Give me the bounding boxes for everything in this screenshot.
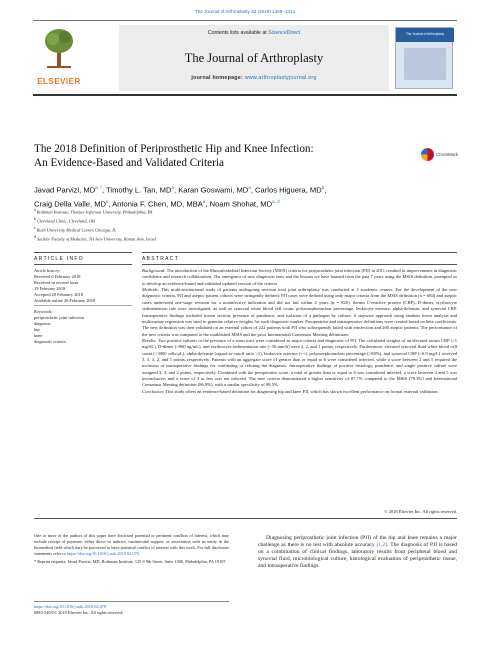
affiliation-item xyxy=(34,234,334,243)
introduction-paragraph xyxy=(258,535,457,570)
affiliation-list xyxy=(34,207,334,243)
methods-text: This multi-institutional study of patients undergoing revision total joint arthroplasty was conducted at 3 academic centers. For the development of the new diagnostic criteria, PJI and aseptic patient cohorts were stringently defined: PJI cases were defined using only major criteria from the MSIS definition (n = 684) and aseptic cases underwent one-stage revision for a noninfective indication and did not fail within 2 years (n = 820). Serum C-reactive protein (CRP), D-dimer, erythrocyte sedimentation rate were investigated, as well as synovial white blood cell count, polymorphonuclear percentage, leukocyte esterase, alpha-defensin, and synovial CRP. Intraoperative findings included frozen section, presence of purulence, and isolation of a pathogen by culture. A stepwise approach using random forest analysis and multivariate regression was used to generate relative weights for each diagnostic marker. Preoperative and intraoperative definitions were created based on beta coefficients. The new definition was then validated on an external cohort of 222 patients with PJI who subsequently failed with reinfection and 200 aseptic patients. The performance of the new criteria was compared to the established MSIS and the prior International Consensus Meeting definitions. xyxy=(142,287,458,337)
author-affiliation-mark[interactable]: a xyxy=(202,198,206,204)
author-affiliation-mark[interactable]: a, * xyxy=(95,185,102,190)
homepage-label: journal homepage: xyxy=(191,75,245,81)
cover-illustration xyxy=(404,48,446,80)
abstract-rule xyxy=(142,264,457,265)
author-name[interactable]: Timothy L. Tan, MD xyxy=(106,185,172,195)
affiliation-text: Sackler Faculty of Medicine, Tel Aviv University, Ramat Aviv, Israel xyxy=(36,236,157,242)
disclosure-footnote: One or more of the authors of this paper have disclosed potential or pertinent conflicts of interest, which may include receipt of payment, either direct or indirect, institutional support, or association with an entity in the biomedical field which may be perceived to have potential conflict of interest with this work. For full disclosure statements refer to https://doi.org/10.1016/j.arth.2018.02.078. xyxy=(34,533,229,557)
conclusion-label: Conclusion: xyxy=(142,388,165,394)
cover-title: The Journal of Arthroplasty xyxy=(405,32,445,36)
intro-citation-link[interactable]: [1,2] xyxy=(376,542,388,549)
intro-text-after: . The diagnosis of PJI is based on a combination of clinical findings, laboratory results from peripheral blood and synovial fluid, microbiological culture, histological evaluation of periprosthetic tissue, and intraoperative findings. xyxy=(258,542,457,570)
abstract-copyright: © 2018 Elsevier Inc. All rights reserved. xyxy=(384,509,457,514)
affiliation-mark: d xyxy=(34,234,36,239)
background-label: Background: xyxy=(142,268,166,273)
author-separator: , xyxy=(324,185,327,195)
crossmark-icon xyxy=(421,148,434,161)
article-title xyxy=(34,143,414,170)
disclosure-link[interactable]: https://doi.org/10.1016/j.arth.2018.02.078 xyxy=(66,551,139,557)
abstract-background xyxy=(142,268,457,287)
abstract-conclusion xyxy=(142,389,457,395)
doi-block xyxy=(34,604,234,616)
author-affiliation-mark[interactable]: b xyxy=(321,185,325,190)
author-list xyxy=(34,182,454,209)
doi-rule xyxy=(34,601,229,602)
publisher-name: ELSEVIER xyxy=(37,77,81,86)
affiliation-mark: b xyxy=(34,216,36,221)
author-separator: , xyxy=(174,185,179,195)
contents-line xyxy=(119,30,389,36)
author-affiliation-mark[interactable]: c xyxy=(106,198,109,204)
keyword-item[interactable]: periprosthetic joint infection xyxy=(34,315,84,320)
abstract-rule-top xyxy=(142,252,457,253)
journal-masthead xyxy=(33,20,457,96)
author-separator: , xyxy=(250,185,256,195)
affiliation-mark: c xyxy=(34,225,36,230)
conclusion-text: This study offers an evidence-based definition for diagnosing hip and knee PJI, which has shown excellent performance on formal external validation. xyxy=(165,388,439,394)
author-separator: , xyxy=(101,185,107,195)
elsevier-logo xyxy=(35,27,81,87)
author-separator: , xyxy=(205,199,210,209)
author-affiliation-mark[interactable]: a xyxy=(248,185,251,190)
abstract-methods xyxy=(142,287,457,338)
history-item: Accepted 20 February 2018 xyxy=(34,292,83,297)
history-item: Available online 26 February 2018 xyxy=(34,298,96,303)
background-text: The introduction of the Musculoskeletal Infection Society (MSIS) criteria for periprosthetic joint infection (PJI) in 2011 resulted in improvements in diagnostic confidence and research collaboration. The emergence of new diagnostic tests and the lessons we have learned from the past 7 years using the MSIS definition, prompted us to develop an evidence-based and validated updated version of the criteria. xyxy=(142,268,457,286)
affiliation-item xyxy=(34,225,334,234)
keyword-item[interactable]: hip xyxy=(34,327,40,332)
sciencedirect-link[interactable]: ScienceDirect xyxy=(268,30,301,36)
keywords xyxy=(34,309,132,345)
author-name[interactable]: Javad Parvizi, MD xyxy=(34,185,96,195)
footnotes xyxy=(34,533,229,567)
elsevier-tree-icon xyxy=(43,27,75,69)
journal-title: The Journal of Arthroplasty xyxy=(184,51,324,65)
keyword-item[interactable]: diagnosis xyxy=(34,321,51,326)
history-item: Received in revised form xyxy=(34,280,79,285)
author-affiliation-mark[interactable]: a, d xyxy=(272,198,280,204)
article-info-divider xyxy=(34,305,132,306)
affiliation-item xyxy=(34,207,334,216)
article-history xyxy=(34,268,132,304)
article-info-heading: ARTICLE INFO xyxy=(34,256,84,262)
keywords-label: Keywords: xyxy=(34,309,53,314)
reprint-footnote: * Reprint requests: Javad Parvizi, MD, Rothman Institute, 125 S 9th Street, Suite 1000, Philadelphia, PA 19107. xyxy=(34,559,227,565)
author-name[interactable]: Noam Shohat, MD xyxy=(209,199,273,209)
history-item: Received 6 February 2018 xyxy=(34,274,81,279)
affiliation-item xyxy=(34,216,334,225)
author-affiliation-mark[interactable]: a xyxy=(171,185,174,190)
homepage-line xyxy=(119,75,389,81)
results-text: Two positive cultures or the presence of a sinus tract were considered as major criteria and diagnostic of PJI. The calculated weights of an elevated serum CRP (>1 mg/dL), D-dimer (>860 ng/mL), and erythrocyte sedimentation rate (>30 mm/h) were 2, 2, and 1 points, respectively. Furthermore, elevated synovial fluid white blood cell count (>3000 cells/μL), alpha-defensin (signal-to-cutoff ratio >1), leukocyte esterase (++), polymorphonuclear percentage (>80%), and synovial CRP (>6.9 mg/L) received 3, 3, 3, 2, and 1 points, respectively. Patients with an aggregate score of greater than or equal to 6 were considered infected, while a score between 2 and 5 required the inclusion of intraoperative findings for confirming or refuting the diagnosis. Intraoperative findings of positive histology, purulence, and single positive culture were assigned 3, 3, and 2 points, respectively. Combined with the preoperative score, a total of greater than or equal to 6 was considered infected, a score between 4 and 5 was inconclusive, and a score of 3 or less was not infected. The new criteria demonstrated a higher sensitivity of 97.7% compared to the MSIS (79.3%) and International Consensus Meeting definition (86.9%), with a similar specificity of 99.5%. xyxy=(142,337,457,388)
author-name[interactable]: Karan Goswami, MD xyxy=(178,185,249,195)
abstract-results xyxy=(142,338,457,389)
crossmark-badge[interactable] xyxy=(421,146,457,170)
crossmark-label: CrossMark xyxy=(436,152,459,157)
running-head[interactable]: The Journal of Arthroplasty 33 (2018) 1309–1314 xyxy=(194,9,296,14)
keyword-item[interactable]: knee xyxy=(34,333,43,338)
masthead-center xyxy=(119,25,389,91)
article-title-line-1: The 2018 Definition of Periprosthetic Hip and Knee Infection: xyxy=(34,143,314,155)
affiliation-mark: a xyxy=(34,208,36,212)
contents-prefix: Contents lists available at xyxy=(207,30,269,36)
affiliation-text: Cleveland Clinic, Cleveland, OH xyxy=(36,218,96,224)
methods-label: Methods: xyxy=(142,287,160,293)
journal-cover-image xyxy=(395,27,453,89)
author-name[interactable]: Antonia F. Chen, MD, MBA xyxy=(112,199,203,209)
results-label: Results: xyxy=(142,337,157,343)
doi-link[interactable]: https://doi.org/10.1016/j.arth.2018.02.078 xyxy=(34,604,107,609)
authors-line-1 xyxy=(34,182,454,196)
affiliation-text: Rothman Institute, Thomas Jefferson University, Philadelphia, PA xyxy=(36,209,153,215)
article-info-rule-top xyxy=(34,252,132,253)
intro-text-before: Diagnosing periprosthetic joint infection (PJI) of the hip and knee remains a major challenge as there is no test with absolute accuracy xyxy=(258,535,457,549)
keyword-item[interactable]: diagnostic criteria xyxy=(34,339,66,344)
author-name[interactable]: Craig Della Valle, MD xyxy=(34,199,107,209)
author-name[interactable]: Carlos Higuera, MD xyxy=(255,185,322,195)
article-info-rule xyxy=(34,264,132,265)
abstract-bottom-rule xyxy=(34,518,457,519)
abstract-heading: ABSTRACT xyxy=(142,256,180,262)
history-item: 19 February 2018 xyxy=(34,286,66,291)
issn-line: 0883-5403/© 2018 Elsevier Inc. All rights reserved. xyxy=(34,610,124,615)
affiliation-text: Rush University Medical Center, Chicago, IL xyxy=(36,227,117,233)
disclosure-text: One or more of the authors of this paper have disclosed potential or pertinent conflicts of interest, which may include receipt of payment, either direct or indirect, institutional support, or association with an entity in the biomedical field which may be perceived to have potential conflict of interest with this work. For full disclosure statements refer to xyxy=(34,533,229,557)
abstract-body xyxy=(142,268,457,395)
homepage-link[interactable]: www.arthroplastyjournal.org xyxy=(244,75,317,81)
article-title-line-2: An Evidence-Based and Validated Criteria xyxy=(34,156,224,169)
article-history-label: Article history: xyxy=(34,268,61,273)
author-separator: , xyxy=(108,199,113,209)
